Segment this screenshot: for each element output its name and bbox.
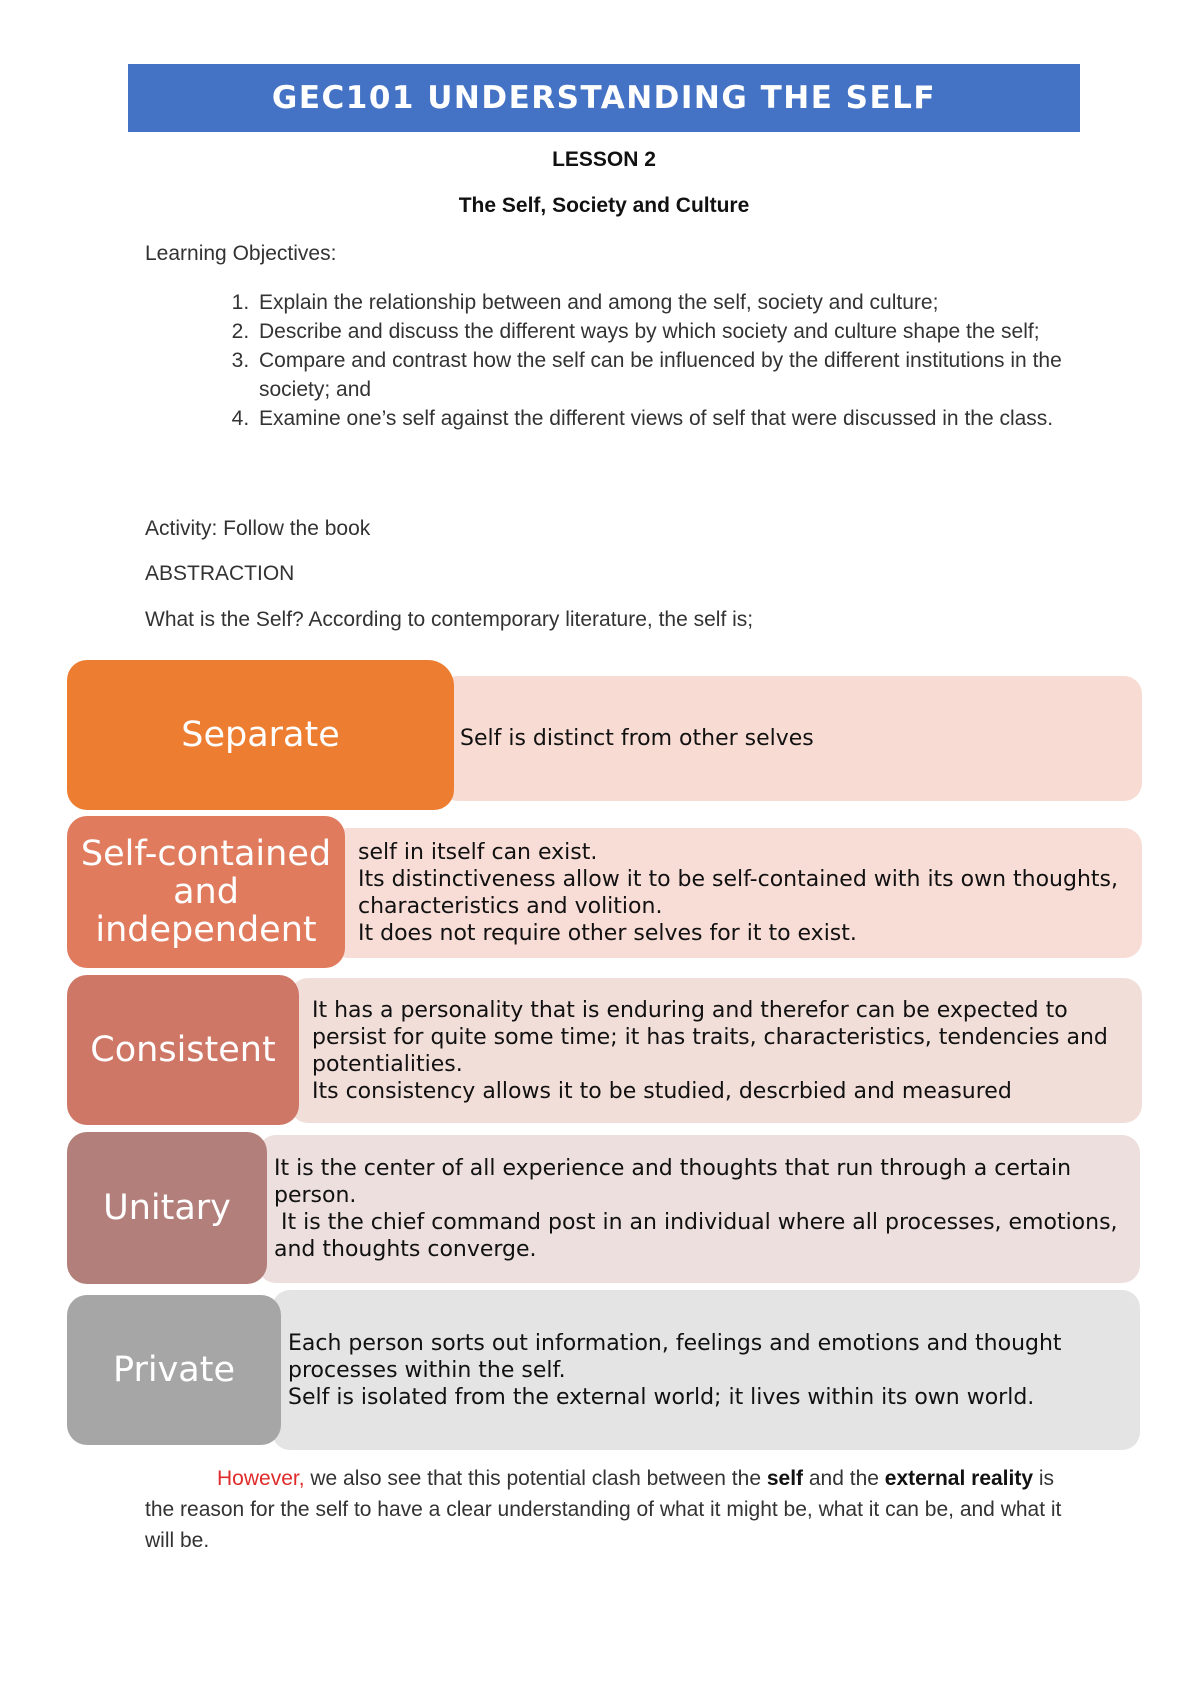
objective-item: 2. Describe and discuss the different ways by which society and culture shape the self; bbox=[255, 317, 1135, 346]
objective-item: 4. Examine one’s self against the different views of self that were discussed in the class. bbox=[255, 404, 1135, 433]
objectives-list bbox=[200, 288, 1135, 433]
consistent-description bbox=[290, 978, 1142, 1123]
lesson-title: The Self, Society and Culture bbox=[458, 194, 750, 217]
abstraction-heading: ABSTRACTION bbox=[145, 562, 295, 585]
unitary-description bbox=[258, 1135, 1140, 1283]
description-line: It is the center of all experience and thoughts that run through a certain person. bbox=[274, 1156, 1072, 1208]
document-title-banner bbox=[128, 64, 1080, 132]
unitary-label: Unitary bbox=[67, 1132, 267, 1284]
objectives-heading: Learning Objectives: bbox=[145, 242, 337, 265]
private-description bbox=[272, 1290, 1140, 1450]
self-question: What is the Self? According to contemporary literature, the self is; bbox=[145, 608, 754, 631]
description-line: Self is isolated from the external world; it lives within its own world. bbox=[288, 1384, 1035, 1410]
description-line: Each person sorts out information, feelings and emotions and thought processes within the self. bbox=[288, 1330, 1062, 1383]
separate-label: Separate bbox=[67, 660, 454, 810]
private-label: Private bbox=[67, 1295, 281, 1445]
self-bold-text: self bbox=[766, 1467, 804, 1490]
description-line: Self is distinct from other selves bbox=[460, 726, 814, 751]
description-line: It is the chief command post in an individual where all processes, emotions, and thoughts converge. bbox=[274, 1210, 1125, 1262]
self-contained-description bbox=[330, 828, 1142, 958]
closing-paragraph: However, we also see that this potential clash between the self and the external reality is the reason for the self to have a clear understanding of what it might be, what it can be, and what it will be. bbox=[145, 1467, 1068, 1552]
objective-item: 1. Explain the relationship between and among the self, society and culture; bbox=[255, 288, 1135, 317]
consistent-label: Consistent bbox=[67, 975, 299, 1125]
lesson-number: LESSON 2 bbox=[552, 148, 656, 171]
description-line: Its consistency allows it to be studied, descrbied and measured bbox=[312, 1078, 1012, 1104]
description-line: Its distinctiveness allow it to be self-contained with its own thoughts, characteristics and volition. bbox=[358, 867, 1118, 919]
separate-description bbox=[440, 676, 1142, 801]
objective-item: 3. Compare and contrast how the self can be influenced by the different institutions in the society; and bbox=[255, 346, 1135, 404]
document-title: GEC101 UNDERSTANDING THE SELF bbox=[271, 80, 937, 116]
activity-text: Activity: Follow the book bbox=[145, 517, 371, 540]
description-line: It does not require other selves for it to exist. bbox=[358, 921, 857, 946]
description-line: It has a personality that is enduring and therefor can be expected to persist for quite some time; it has traits, characteristics, tendencies and potentialities. bbox=[312, 997, 1108, 1077]
however-text: However, bbox=[217, 1467, 305, 1490]
self-contained-label: Self-contained and independent bbox=[67, 816, 345, 968]
description-line: self in itself can exist. bbox=[358, 840, 598, 865]
external-reality-bold-text: external reality bbox=[884, 1467, 1034, 1490]
